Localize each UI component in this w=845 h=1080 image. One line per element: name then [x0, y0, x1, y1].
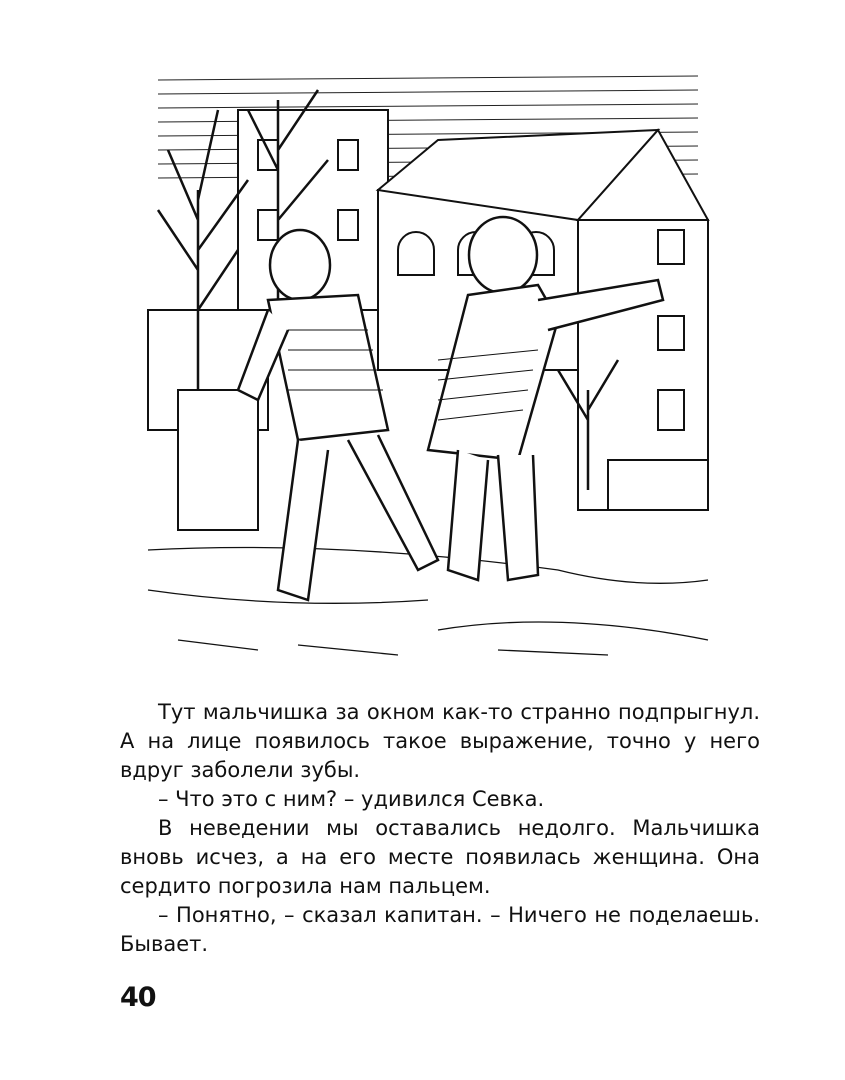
body-text	[120, 698, 760, 959]
paragraph-3: В неведении мы оставались недолго. Мальчишка вновь исчез, а на его месте появилась женщина. Она сердито погрозила нам пальцем.	[120, 816, 760, 898]
paragraph-4: – Понятно, – сказал капитан. – Ничего не поделаешь. Бывает.	[120, 903, 760, 956]
winter-street-boys-illustration-icon	[138, 70, 718, 662]
page-number: 40	[120, 982, 156, 1013]
illustration	[138, 70, 718, 662]
paragraph-2: – Что это с ним? – удивился Севка.	[158, 787, 545, 811]
paragraph-1: Тут мальчишка за окном как-то странно подпрыгнул. А на лице появилось такое выражение, точно у него вдруг заболели зубы.	[120, 700, 760, 782]
